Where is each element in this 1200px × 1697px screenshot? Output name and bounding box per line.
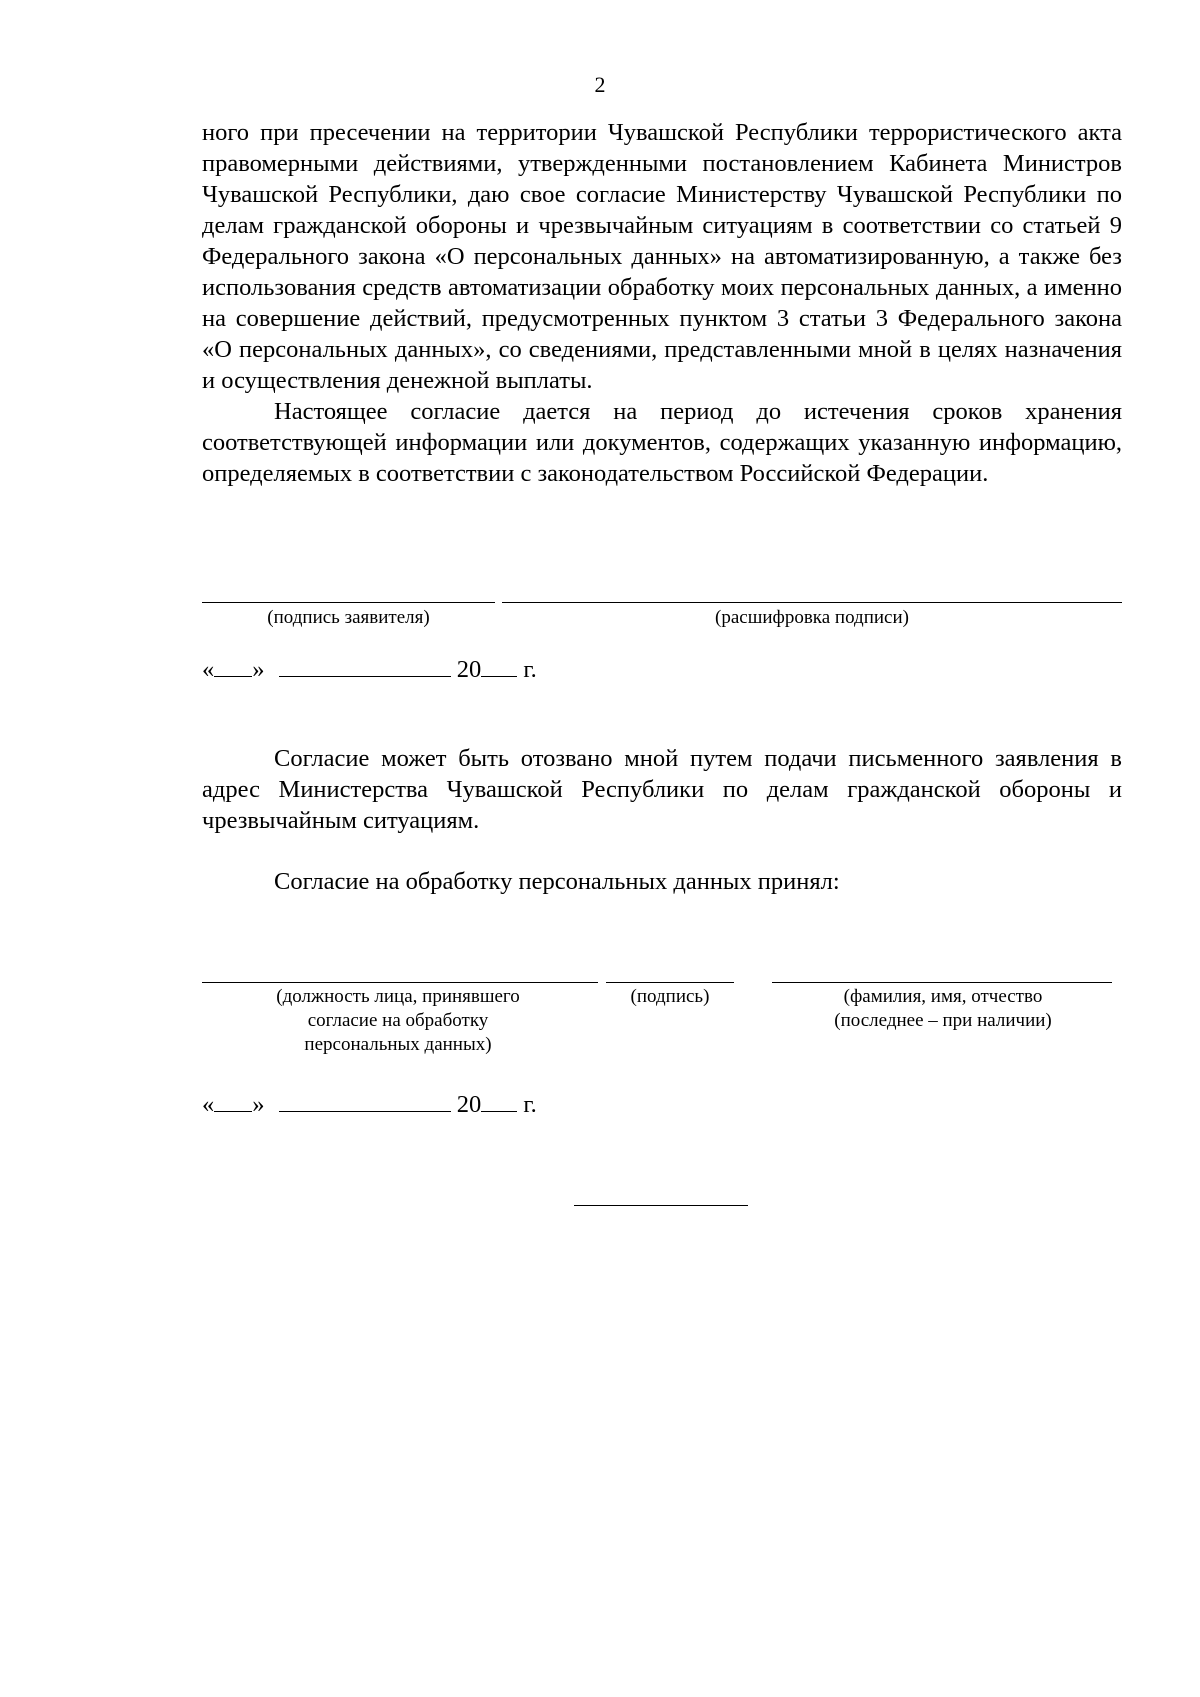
date-open-quote: « xyxy=(202,1091,215,1118)
official-signature-caption: (подпись) xyxy=(630,986,710,1007)
document-end-rule xyxy=(574,1205,748,1206)
paragraph-consent-continuation: ного при пресечении на территории Чувашской Республики террористического акта правомерными действиями, утвержденными постановлением Кабинета Министров Чувашской Республики, даю свое согласие Министерству Чувашской Республики по делам гражданской обороны и чрезвычайным ситуациям в соответствии со статьей 9 Федерального закона «О персональных данных» на автоматизированную, а также без использования средств автоматизации обработку моих персональных данных, а именно на совершение действий, предусмотренных пунктом 3 статьи 3 Федерального закона «О персональных данных», со сведениями, представленными мной в целях назначения и осуществления денежной выплаты. xyxy=(202,119,1122,394)
accepted-by-block xyxy=(202,866,1122,897)
year-suffix: г. xyxy=(523,656,537,683)
year-suffix: г. xyxy=(523,1091,537,1118)
date-close-quote: » xyxy=(252,1091,265,1118)
year-prefix: 20 xyxy=(456,656,482,683)
day-blank[interactable] xyxy=(214,1091,252,1112)
full-name-line[interactable] xyxy=(772,982,1112,983)
signature-decoding-caption: (расшифровка подписи) xyxy=(715,607,909,628)
date-open-quote: « xyxy=(202,656,215,683)
signature-decoding-line[interactable] xyxy=(502,602,1122,603)
month-blank[interactable] xyxy=(279,656,451,677)
position-line[interactable] xyxy=(202,982,598,983)
date-close-quote: » xyxy=(252,656,265,683)
month-blank[interactable] xyxy=(279,1091,451,1112)
date-line-1 xyxy=(202,655,537,685)
year-prefix: 20 xyxy=(456,1091,482,1118)
full-name-caption: (фамилия, имя, отчество (последнее – при наличии) xyxy=(834,986,1052,1031)
applicant-signature-caption: (подпись заявителя) xyxy=(267,607,430,628)
year-blank[interactable] xyxy=(481,656,517,677)
year-blank[interactable] xyxy=(481,1091,517,1112)
day-blank[interactable] xyxy=(214,656,252,677)
paragraph-revocation: Согласие может быть отозвано мной путем подачи письменного заявления в адрес Министерства Чувашской Республики по делам гражданской обороны и чрезвычайным ситуациям. xyxy=(202,745,1122,834)
date-line-2 xyxy=(202,1090,537,1120)
revocation-text-block xyxy=(202,743,1122,836)
page-number: 2 xyxy=(594,72,606,97)
position-caption: (должность лица, принявшего согласие на обработку персональных данных) xyxy=(276,986,520,1055)
paragraph-accepted-by: Согласие на обработку персональных данных принял: xyxy=(274,868,840,895)
applicant-signature-line[interactable] xyxy=(202,602,495,603)
consent-text-block xyxy=(202,117,1122,489)
official-signature-line[interactable] xyxy=(606,982,734,983)
paragraph-consent-period: Настоящее согласие дается на период до истечения сроков хранения соответствующей информации или документов, содержащих указанную информацию, определяемых в соответствии с законодательством Российской Федерации. xyxy=(202,398,1122,487)
